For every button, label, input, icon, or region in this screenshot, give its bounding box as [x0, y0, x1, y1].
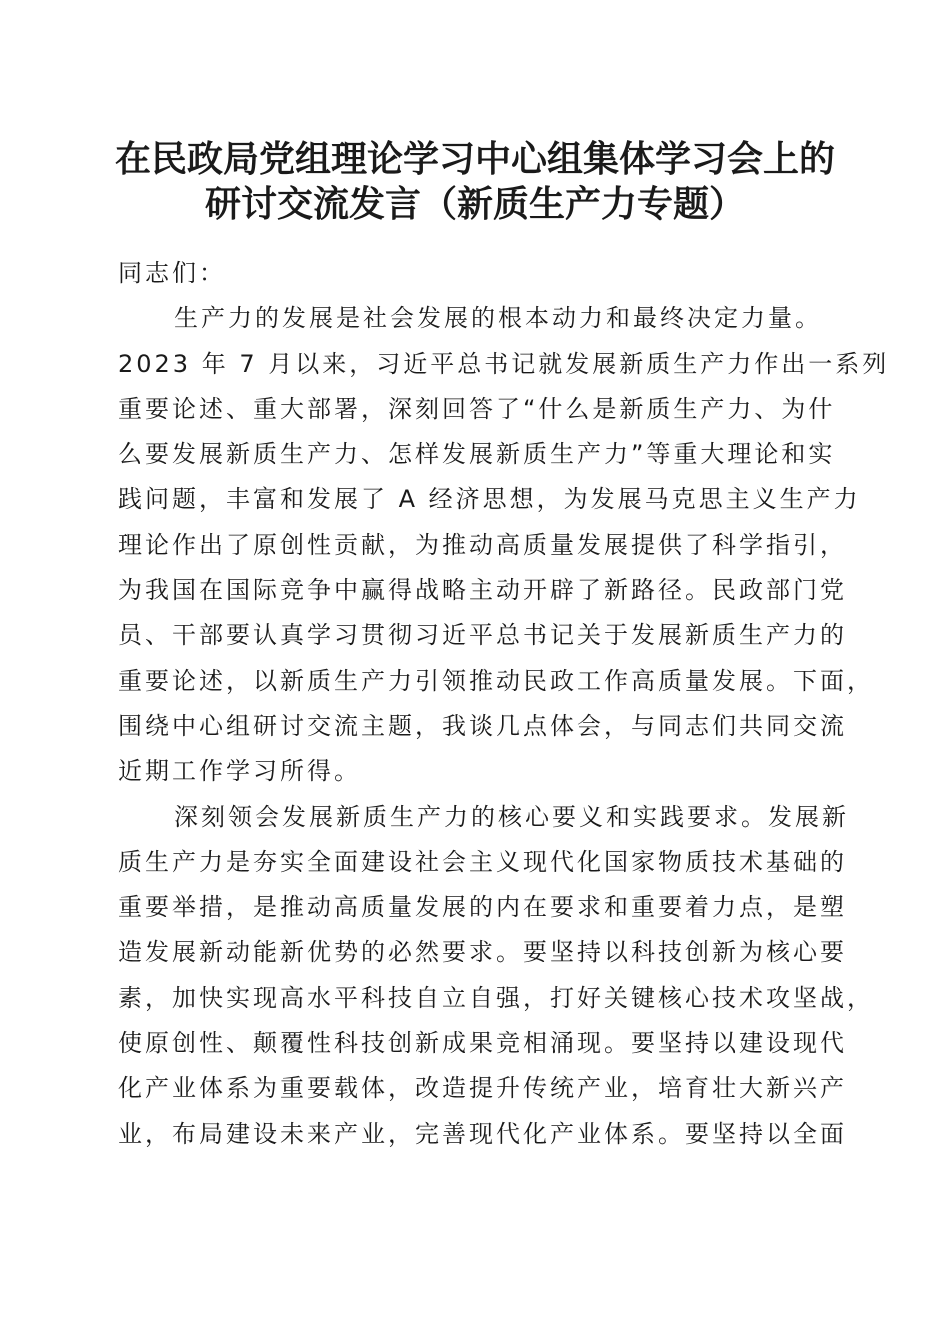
paragraph-line: 深刻领会发展新质生产力的核心要义和实践要求。发展新 [174, 802, 849, 831]
document-body [118, 251, 890, 1157]
paragraph-line: 业，布局建设未来产业，完善现代化产业体系。要坚持以全面 [118, 1119, 847, 1148]
paragraph-line: 理论作出了原创性贡献，为推动高质量发展提供了科学指引， [118, 530, 847, 559]
paragraph-line: 围绕中心组研讨交流主题，我谈几点体会，与同志们共同交流 [118, 711, 847, 740]
paragraph-line: 么要发展新质生产力、怎样发展新质生产力”等重大理论和实 [118, 440, 836, 469]
document-title-line-2: 研讨交流发言（新质生产力专题） [204, 183, 745, 225]
paragraph-2 [118, 795, 874, 1157]
paragraph-line: 近期工作学习所得。 [118, 757, 361, 786]
paragraph-line: 为我国在国际竞争中赢得战略主动开辟了新路径。民政部门党 [118, 576, 847, 605]
paragraph-1 [118, 296, 890, 794]
paragraph-line: 素，加快实现高水平科技自立自强，打好关键核心技术攻坚战， [118, 983, 874, 1012]
document-title-line-1: 在民政局党组理论学习中心组集体学习会上的 [114, 138, 835, 180]
greeting: 同志们： [118, 259, 226, 287]
paragraph-line: 重要论述、重大部署，深刻回答了“什么是新质生产力、为什 [118, 394, 836, 423]
paragraph-line: 造发展新动能新优势的必然要求。要坚持以科技创新为核心要 [118, 938, 847, 967]
paragraph-line: 重要举措，是推动高质量发展的内在要求和重要着力点，是塑 [118, 893, 847, 922]
paragraph-line: 使原创性、颠覆性科技创新成果竞相涌现。要坚持以建设现代 [118, 1029, 847, 1058]
paragraph-line: 化产业体系为重要载体，改造提升传统产业，培育壮大新兴产 [118, 1074, 847, 1103]
paragraph-line: 生产力的发展是社会发展的根本动力和最终决定力量。 [174, 304, 822, 333]
paragraph-line: 践问题，丰富和发展了 A 经济思想，为发展马克思主义生产力 [118, 485, 861, 514]
paragraph-line: 质生产力是夯实全面建设社会主义现代化国家物质技术基础的 [118, 847, 847, 876]
paragraph-line: 员、干部要认真学习贯彻习近平总书记关于发展新质生产力的 [118, 621, 847, 650]
paragraph-line: 2023 年 7 月以来，习近平总书记就发展新质生产力作出一系列 [118, 349, 890, 378]
paragraph-line: 重要论述，以新质生产力引领推动民政工作高质量发展。下面， [118, 666, 874, 695]
